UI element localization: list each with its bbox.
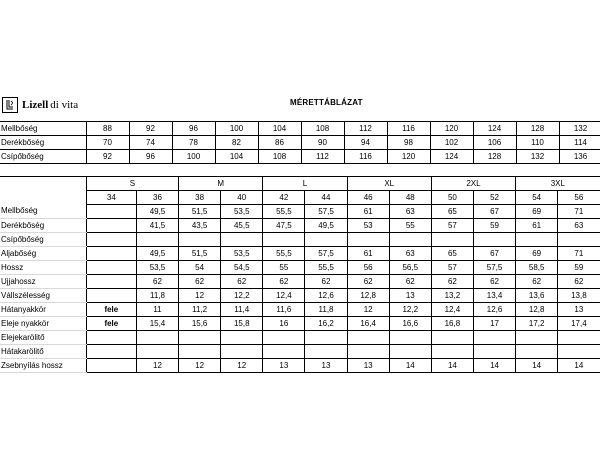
row-label: Aljabőség bbox=[0, 247, 86, 261]
size-number: 42 bbox=[263, 191, 305, 205]
measurement-cell: 49,5 bbox=[305, 219, 347, 233]
measurement-cell bbox=[431, 331, 473, 345]
size-number: 50 bbox=[431, 191, 473, 205]
measurement-cell: 16,2 bbox=[305, 317, 347, 331]
measurement-cell: 62 bbox=[516, 275, 558, 289]
note-cell bbox=[86, 289, 136, 303]
measurement-cell: 88 bbox=[86, 122, 129, 136]
measurement-cell: 12,6 bbox=[305, 289, 347, 303]
measurement-cell: 41,5 bbox=[136, 219, 178, 233]
measurement-cell: 16,8 bbox=[431, 317, 473, 331]
measurement-cell: 100 bbox=[215, 122, 258, 136]
measurement-cell: 56,5 bbox=[389, 261, 431, 275]
measurement-cell: 124 bbox=[430, 150, 473, 164]
measurement-cell: 13,6 bbox=[516, 289, 558, 303]
measurement-cell: 13,8 bbox=[558, 289, 600, 303]
row-label: Csípőbőség bbox=[0, 233, 86, 247]
measurement-cell bbox=[473, 233, 515, 247]
measurement-cell bbox=[347, 345, 389, 359]
measurement-cell: 12,6 bbox=[473, 303, 515, 317]
measurement-cell: 51,5 bbox=[179, 205, 221, 219]
measurement-cell bbox=[558, 331, 600, 345]
measurement-cell: 128 bbox=[516, 122, 559, 136]
lizell-logo-icon bbox=[2, 97, 18, 113]
measurement-cell: 108 bbox=[301, 122, 344, 136]
measurement-cell: 74 bbox=[129, 136, 172, 150]
size-number: 36 bbox=[136, 191, 178, 205]
measurement-cell: 94 bbox=[344, 136, 387, 150]
measurement-cell: 86 bbox=[258, 136, 301, 150]
measurement-cell: 12,8 bbox=[516, 303, 558, 317]
table-row bbox=[0, 219, 600, 233]
measurement-cell: 13 bbox=[389, 289, 431, 303]
note-cell bbox=[86, 359, 136, 373]
measurement-cell: 13,4 bbox=[473, 289, 515, 303]
measurement-cell bbox=[179, 331, 221, 345]
measurement-cell: 57,5 bbox=[473, 261, 515, 275]
measurement-cell: 62 bbox=[263, 275, 305, 289]
measurement-cell: 62 bbox=[473, 275, 515, 289]
measurement-cell: 114 bbox=[559, 136, 600, 150]
measurement-cell: 12,2 bbox=[221, 289, 263, 303]
measurement-cell: 57,5 bbox=[305, 247, 347, 261]
measurement-cell: 92 bbox=[86, 150, 129, 164]
measurement-cell: 55,5 bbox=[263, 205, 305, 219]
measurement-cell: 136 bbox=[559, 150, 600, 164]
measurement-cell: 12,2 bbox=[389, 303, 431, 317]
measurement-cell: 104 bbox=[215, 150, 258, 164]
table-row bbox=[0, 122, 600, 136]
measurement-cell: 12 bbox=[179, 289, 221, 303]
measurement-cell: 13 bbox=[347, 359, 389, 373]
table-row bbox=[0, 303, 600, 317]
measurement-cell: 17,4 bbox=[558, 317, 600, 331]
measurement-cell: 55,5 bbox=[263, 247, 305, 261]
table-row bbox=[0, 247, 600, 261]
size-number: 46 bbox=[347, 191, 389, 205]
measurement-cell: 49,5 bbox=[136, 247, 178, 261]
measurement-cell: 16,6 bbox=[389, 317, 431, 331]
measurement-cell bbox=[516, 233, 558, 247]
measurement-cell: 16 bbox=[263, 317, 305, 331]
table-row bbox=[0, 233, 600, 247]
size-group-row bbox=[0, 177, 600, 191]
body-measurements-table bbox=[0, 121, 600, 164]
measurement-cell: 69 bbox=[516, 247, 558, 261]
measurement-cell: 55 bbox=[263, 261, 305, 275]
measurement-cell: 65 bbox=[431, 205, 473, 219]
measurement-cell: 54,5 bbox=[221, 261, 263, 275]
measurement-cell: 15,4 bbox=[136, 317, 178, 331]
measurement-cell: 17 bbox=[473, 317, 515, 331]
measurement-cell: 53,5 bbox=[221, 247, 263, 261]
measurement-cell bbox=[389, 345, 431, 359]
measurement-cell bbox=[179, 233, 221, 247]
measurement-cell: 116 bbox=[387, 122, 430, 136]
measurement-cell: 11,2 bbox=[179, 303, 221, 317]
table-row bbox=[0, 359, 600, 373]
size-number-row bbox=[0, 191, 600, 205]
size-group-3xl: 3XL bbox=[516, 177, 600, 191]
measurement-cell: 62 bbox=[347, 275, 389, 289]
table-row bbox=[0, 205, 600, 219]
measurement-cell: 108 bbox=[258, 150, 301, 164]
measurement-cell bbox=[305, 331, 347, 345]
row-label: Derékbőség bbox=[0, 219, 86, 233]
measurement-cell: 12 bbox=[221, 359, 263, 373]
note-cell bbox=[86, 233, 136, 247]
measurement-cell: 112 bbox=[301, 150, 344, 164]
measurement-cell: 132 bbox=[516, 150, 559, 164]
measurement-cell: 12,4 bbox=[263, 289, 305, 303]
measurement-cell bbox=[136, 233, 178, 247]
measurement-cell: 61 bbox=[347, 205, 389, 219]
note-cell bbox=[86, 331, 136, 345]
measurement-cell bbox=[473, 345, 515, 359]
measurement-cell: 14 bbox=[473, 359, 515, 373]
size-group-2xl: 2XL bbox=[431, 177, 515, 191]
row-label: Zsebnyílás hossz bbox=[0, 359, 86, 373]
measurement-cell: 98 bbox=[387, 136, 430, 150]
measurement-cell: 106 bbox=[473, 136, 516, 150]
measurement-cell: 13 bbox=[558, 303, 600, 317]
row-label: Mellbőség bbox=[0, 122, 86, 136]
measurement-cell bbox=[179, 345, 221, 359]
measurement-cell: 12,4 bbox=[431, 303, 473, 317]
size-number: 48 bbox=[389, 191, 431, 205]
measurement-cell: 128 bbox=[473, 150, 516, 164]
measurement-cell bbox=[558, 233, 600, 247]
measurement-cell: 43,5 bbox=[179, 219, 221, 233]
measurement-cell bbox=[389, 233, 431, 247]
measurement-cell: 53,5 bbox=[136, 261, 178, 275]
measurement-cell: 13 bbox=[263, 359, 305, 373]
measurement-cell: 120 bbox=[430, 122, 473, 136]
size-number: 56 bbox=[558, 191, 600, 205]
note-cell: fele bbox=[86, 317, 136, 331]
measurement-cell bbox=[516, 331, 558, 345]
measurement-cell: 110 bbox=[516, 136, 559, 150]
measurement-cell: 92 bbox=[129, 122, 172, 136]
measurement-cell: 62 bbox=[136, 275, 178, 289]
garment-size-table bbox=[0, 176, 600, 373]
row-label: Derékbőség bbox=[0, 136, 86, 150]
measurement-cell: 116 bbox=[344, 150, 387, 164]
measurement-cell: 62 bbox=[389, 275, 431, 289]
brand-suffix: di vita bbox=[50, 99, 79, 111]
note-cell bbox=[86, 219, 136, 233]
note-cell: fele bbox=[86, 303, 136, 317]
measurement-cell: 14 bbox=[431, 359, 473, 373]
measurement-cell: 62 bbox=[305, 275, 347, 289]
row-label: Ujjahossz bbox=[0, 275, 86, 289]
measurement-cell bbox=[389, 331, 431, 345]
measurement-cell: 132 bbox=[559, 122, 600, 136]
measurement-cell bbox=[305, 233, 347, 247]
measurement-cell: 120 bbox=[387, 150, 430, 164]
measurement-cell: 53 bbox=[347, 219, 389, 233]
size-number: 52 bbox=[473, 191, 515, 205]
measurement-cell: 100 bbox=[172, 150, 215, 164]
brand-logo bbox=[2, 96, 78, 114]
size-group-l: L bbox=[263, 177, 347, 191]
size-group-m: M bbox=[179, 177, 263, 191]
brand-name: Lizell bbox=[22, 99, 49, 111]
measurement-cell: 49,5 bbox=[136, 205, 178, 219]
measurement-cell bbox=[347, 331, 389, 345]
measurement-cell: 13 bbox=[305, 359, 347, 373]
measurement-cell bbox=[431, 345, 473, 359]
note-cell bbox=[86, 261, 136, 275]
measurement-cell bbox=[347, 233, 389, 247]
measurement-cell: 16,4 bbox=[347, 317, 389, 331]
measurement-cell: 70 bbox=[86, 136, 129, 150]
size-number: 44 bbox=[305, 191, 347, 205]
measurement-cell bbox=[263, 233, 305, 247]
measurement-cell bbox=[263, 345, 305, 359]
table-row bbox=[0, 289, 600, 303]
size-group-s: S bbox=[86, 177, 178, 191]
measurement-cell: 57 bbox=[431, 219, 473, 233]
table-row bbox=[0, 136, 600, 150]
measurement-cell bbox=[136, 345, 178, 359]
measurement-cell: 51,5 bbox=[179, 247, 221, 261]
measurement-cell: 14 bbox=[389, 359, 431, 373]
page-title: MÉRETTÁBLÁZAT bbox=[290, 98, 363, 107]
measurement-cell bbox=[136, 331, 178, 345]
table-row bbox=[0, 331, 600, 345]
measurement-cell: 67 bbox=[473, 247, 515, 261]
measurement-cell: 61 bbox=[347, 247, 389, 261]
measurement-cell: 55,5 bbox=[305, 261, 347, 275]
size-number: 34 bbox=[86, 191, 136, 205]
row-label: Hossz bbox=[0, 261, 86, 275]
measurement-cell: 61 bbox=[516, 219, 558, 233]
measurement-cell: 63 bbox=[389, 247, 431, 261]
row-label: Elejekarölitő bbox=[0, 331, 86, 345]
measurement-cell: 11,8 bbox=[136, 289, 178, 303]
measurement-cell bbox=[431, 233, 473, 247]
measurement-cell: 11,6 bbox=[263, 303, 305, 317]
empty-header bbox=[0, 191, 86, 205]
measurement-cell: 11,4 bbox=[221, 303, 263, 317]
measurement-cell: 71 bbox=[558, 247, 600, 261]
row-label: Mellbőség bbox=[0, 205, 86, 219]
measurement-cell bbox=[263, 331, 305, 345]
row-label: Csípőbőség bbox=[0, 150, 86, 164]
measurement-cell: 71 bbox=[558, 205, 600, 219]
table-row bbox=[0, 317, 600, 331]
measurement-cell bbox=[221, 233, 263, 247]
row-label: Vállszélesség bbox=[0, 289, 86, 303]
measurement-cell: 13,2 bbox=[431, 289, 473, 303]
size-number: 40 bbox=[221, 191, 263, 205]
note-cell bbox=[86, 205, 136, 219]
note-cell bbox=[86, 345, 136, 359]
measurement-cell bbox=[305, 345, 347, 359]
measurement-cell: 11 bbox=[136, 303, 178, 317]
note-cell bbox=[86, 247, 136, 261]
measurement-cell: 104 bbox=[258, 122, 301, 136]
measurement-cell: 63 bbox=[558, 219, 600, 233]
measurement-cell: 12 bbox=[179, 359, 221, 373]
table-row bbox=[0, 275, 600, 289]
measurement-cell: 90 bbox=[301, 136, 344, 150]
measurement-cell: 15,8 bbox=[221, 317, 263, 331]
measurement-cell: 14 bbox=[516, 359, 558, 373]
measurement-cell bbox=[516, 345, 558, 359]
measurement-cell: 11,8 bbox=[305, 303, 347, 317]
measurement-cell: 62 bbox=[221, 275, 263, 289]
measurement-cell bbox=[473, 331, 515, 345]
measurement-cell: 12,8 bbox=[347, 289, 389, 303]
note-cell bbox=[86, 275, 136, 289]
measurement-cell: 59 bbox=[473, 219, 515, 233]
measurement-cell: 12 bbox=[347, 303, 389, 317]
measurement-cell: 96 bbox=[129, 150, 172, 164]
measurement-cell: 53,5 bbox=[221, 205, 263, 219]
measurement-cell: 62 bbox=[558, 275, 600, 289]
size-group-xl: XL bbox=[347, 177, 431, 191]
measurement-cell: 14 bbox=[558, 359, 600, 373]
row-label: Hátanyakkör bbox=[0, 303, 86, 317]
measurement-cell: 47,5 bbox=[263, 219, 305, 233]
measurement-cell: 58,5 bbox=[516, 261, 558, 275]
measurement-cell: 124 bbox=[473, 122, 516, 136]
row-label: Hátakarölitő bbox=[0, 345, 86, 359]
table-row bbox=[0, 345, 600, 359]
measurement-cell: 62 bbox=[179, 275, 221, 289]
measurement-cell: 56 bbox=[347, 261, 389, 275]
measurement-cell: 102 bbox=[430, 136, 473, 150]
measurement-cell bbox=[221, 331, 263, 345]
measurement-cell bbox=[221, 345, 263, 359]
measurement-cell: 45,5 bbox=[221, 219, 263, 233]
measurement-cell bbox=[558, 345, 600, 359]
measurement-cell: 55 bbox=[389, 219, 431, 233]
table-row bbox=[0, 150, 600, 164]
measurement-cell: 63 bbox=[389, 205, 431, 219]
measurement-cell: 82 bbox=[215, 136, 258, 150]
size-number: 54 bbox=[516, 191, 558, 205]
measurement-cell: 69 bbox=[516, 205, 558, 219]
row-label: Eleje nyakkör bbox=[0, 317, 86, 331]
measurement-cell: 67 bbox=[473, 205, 515, 219]
empty-header bbox=[0, 177, 86, 191]
measurement-cell: 17,2 bbox=[516, 317, 558, 331]
measurement-cell: 65 bbox=[431, 247, 473, 261]
measurement-cell: 15,6 bbox=[179, 317, 221, 331]
measurement-cell: 59 bbox=[558, 261, 600, 275]
table-row bbox=[0, 261, 600, 275]
measurement-cell: 57,5 bbox=[305, 205, 347, 219]
measurement-cell: 96 bbox=[172, 122, 215, 136]
measurement-cell: 112 bbox=[344, 122, 387, 136]
measurement-cell: 54 bbox=[179, 261, 221, 275]
measurement-cell: 12 bbox=[136, 359, 178, 373]
measurement-cell: 57 bbox=[431, 261, 473, 275]
measurement-cell: 62 bbox=[431, 275, 473, 289]
measurement-cell: 78 bbox=[172, 136, 215, 150]
size-number: 38 bbox=[179, 191, 221, 205]
